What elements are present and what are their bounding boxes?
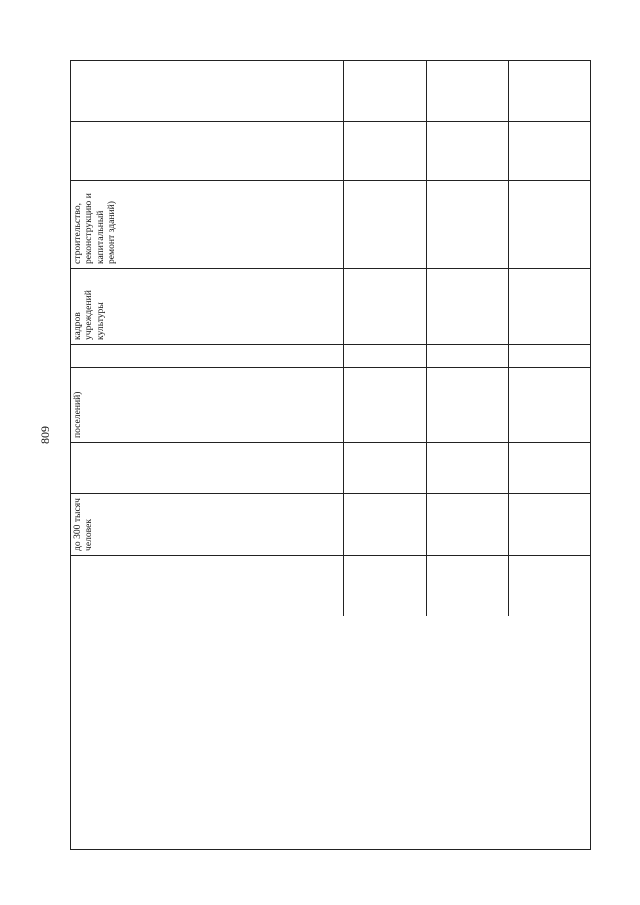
value-cell — [343, 181, 344, 268]
value-cell — [343, 61, 344, 121]
value-cell — [508, 443, 509, 493]
table-row — [71, 556, 590, 616]
table-row: поселений) — [71, 368, 590, 443]
value-cell — [426, 443, 427, 493]
table-row — [71, 122, 590, 181]
value-cell — [508, 269, 509, 344]
table-row: кадров учреждений культуры — [71, 269, 590, 345]
budget-table — [70, 60, 591, 850]
value-cell — [343, 556, 344, 616]
value-cell — [343, 269, 344, 344]
value-cell — [508, 345, 509, 367]
value-cell — [426, 345, 427, 367]
value-cell — [426, 122, 427, 180]
page-number: 809 — [38, 426, 52, 444]
value-cell — [508, 181, 509, 268]
value-cell — [508, 122, 509, 180]
value-cell — [508, 556, 509, 616]
value-cell — [426, 494, 427, 555]
value-cell — [508, 368, 509, 442]
table-row: строительство, реконструкцию и капитальный ремонт зданий) — [71, 181, 590, 269]
value-cell — [426, 269, 427, 344]
value-cell — [426, 368, 427, 442]
value-cell — [426, 181, 427, 268]
value-cell — [343, 345, 344, 367]
table-row — [71, 443, 590, 494]
value-cell — [508, 61, 509, 121]
table-row — [71, 61, 590, 122]
value-cell — [426, 556, 427, 616]
value-cell — [343, 494, 344, 555]
table-row-total — [71, 345, 590, 368]
value-cell — [343, 368, 344, 442]
value-cell — [508, 494, 509, 555]
value-cell — [426, 61, 427, 121]
table-row: до 300 тысяч человек — [71, 494, 590, 556]
value-cell — [343, 443, 344, 493]
value-cell — [343, 122, 344, 180]
